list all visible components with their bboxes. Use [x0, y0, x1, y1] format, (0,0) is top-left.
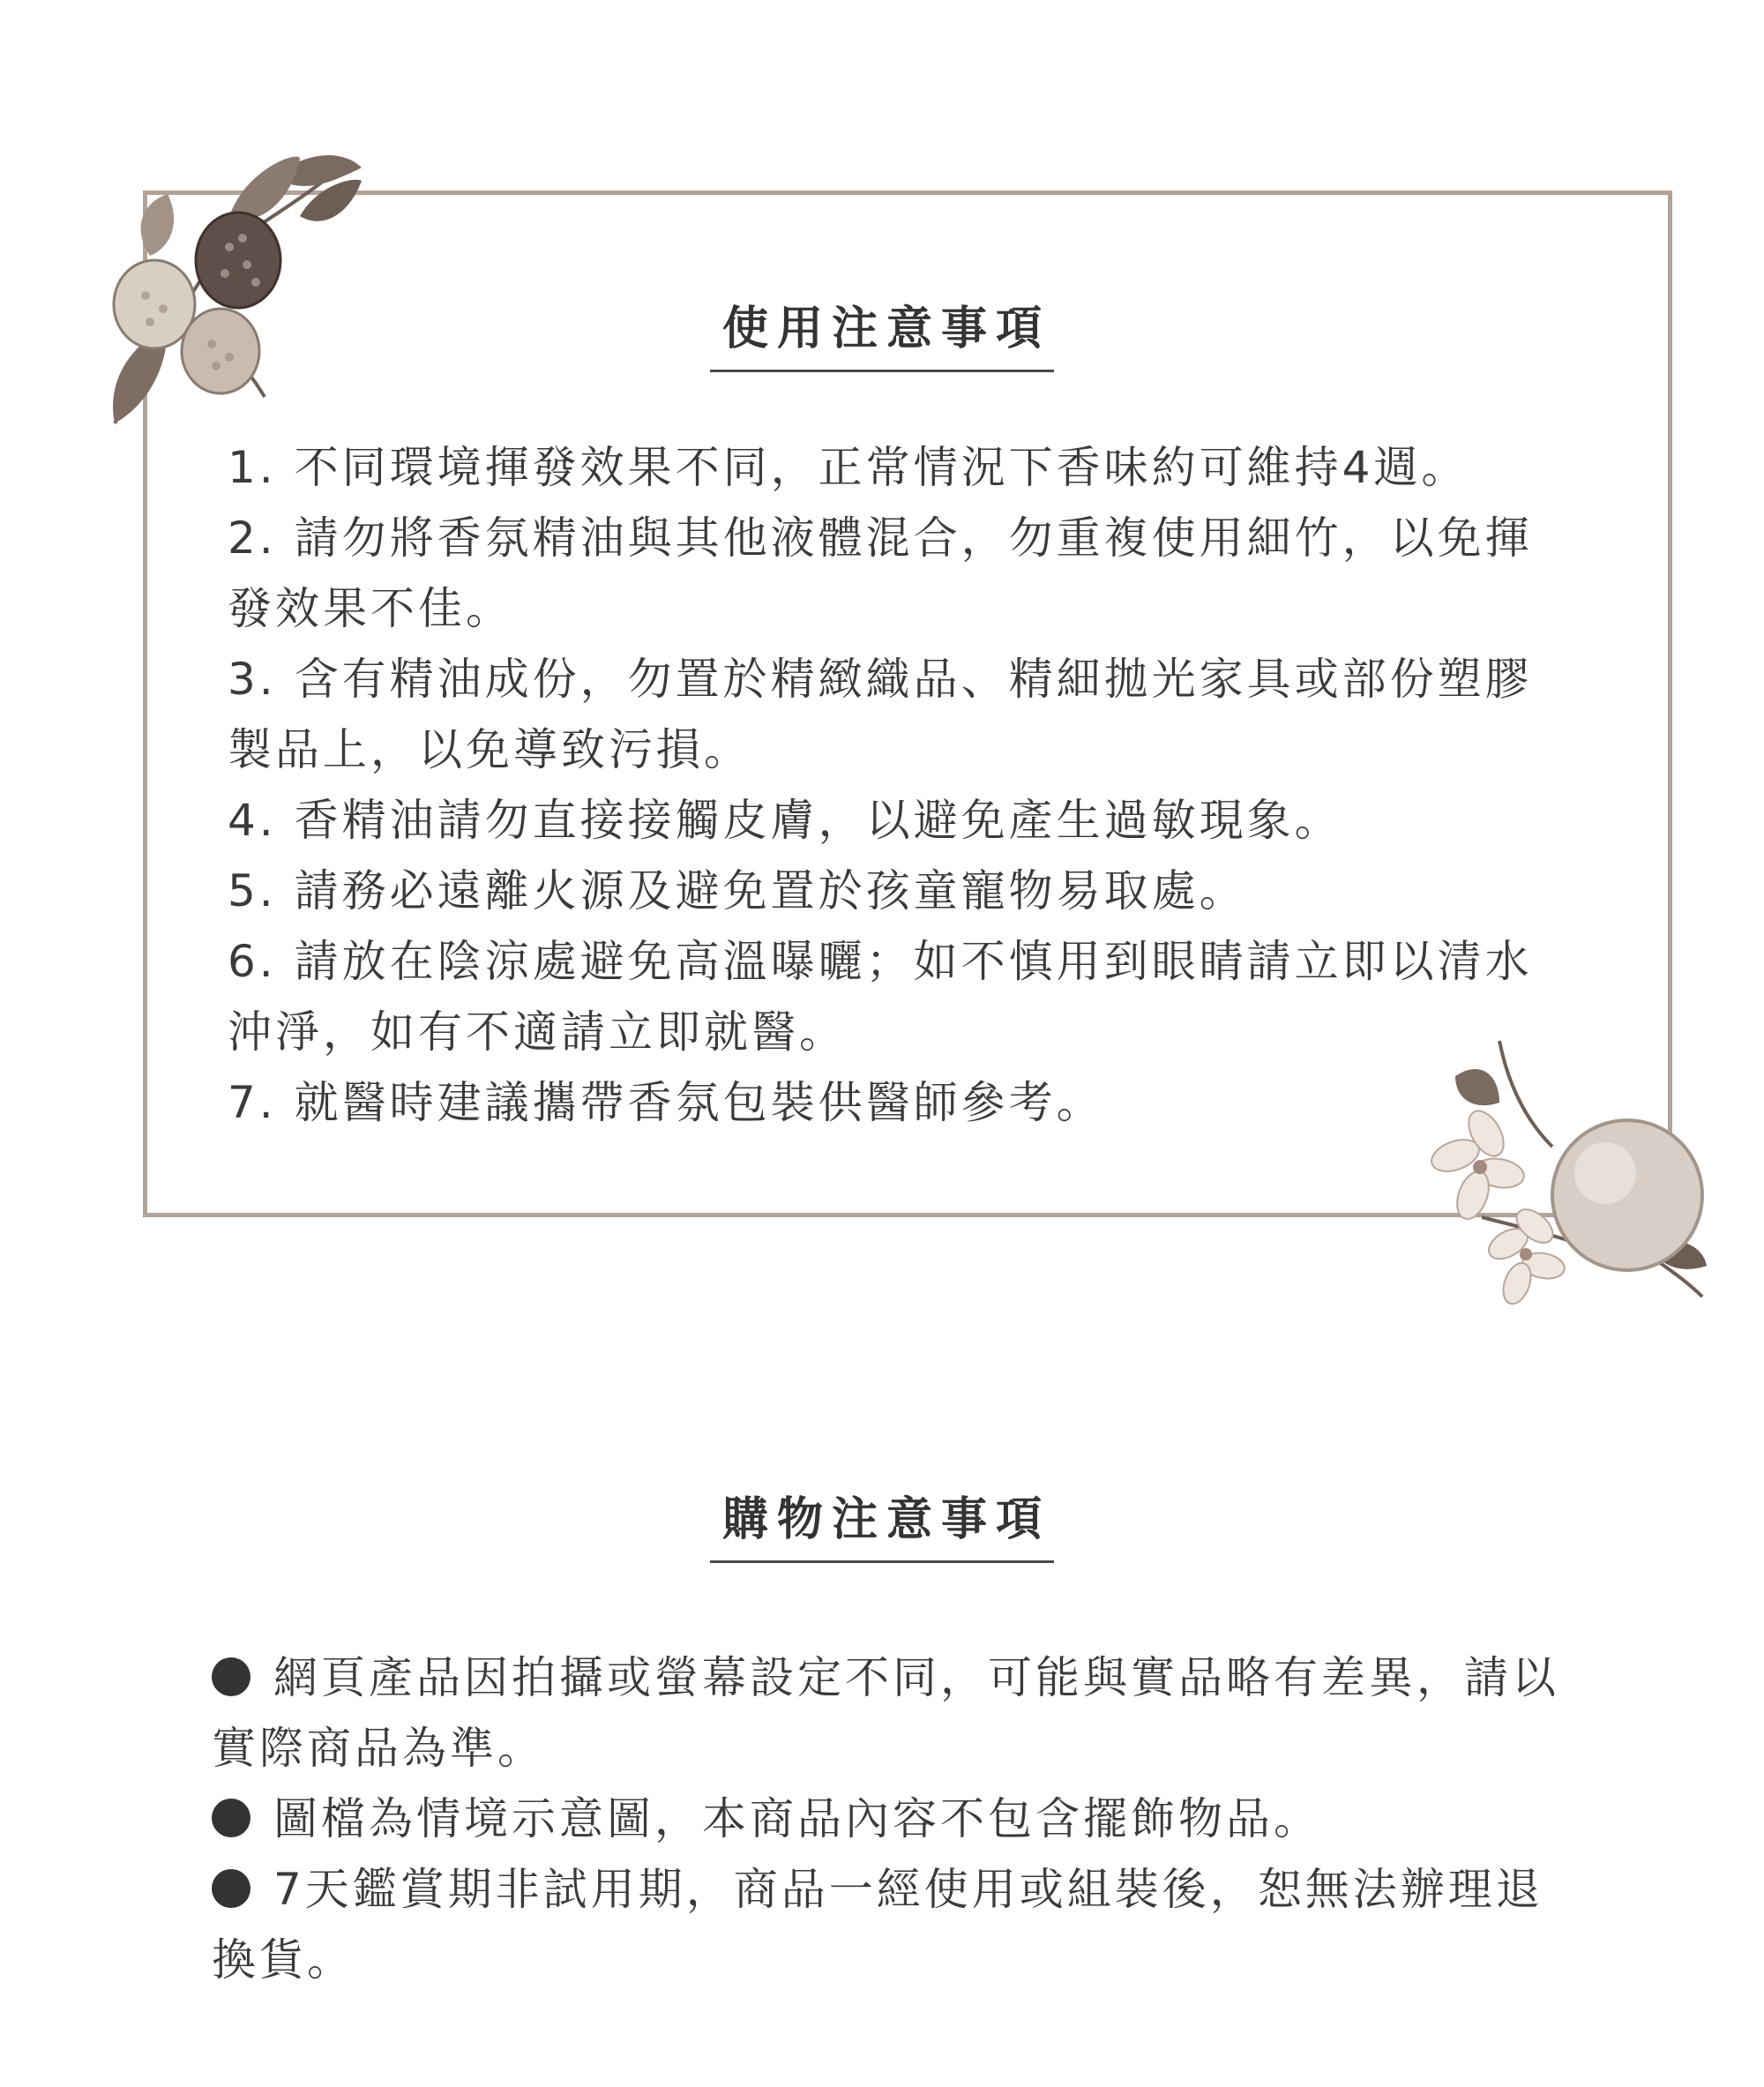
usage-item-1: 1. 不同環境揮發效果不同，正常情況下香味約可維持4週。: [228, 442, 1469, 493]
bullet-icon: [212, 1799, 250, 1837]
usage-title-text: 使用注意事項: [710, 291, 1054, 372]
shopping-list: [212, 1642, 1588, 1995]
bullet-icon: [212, 1657, 250, 1696]
shopping-item-2: [212, 1784, 1588, 1854]
usage-item-3: 3. 含有精油成份，勿置於精緻織品、精細拋光家具或部份塑膠製品上，以免導致污損。: [228, 654, 1533, 775]
usage-item-2: 2. 請勿將香氛精油與其他液體混合，勿重複使用細竹，以免揮發效果不佳。: [228, 512, 1533, 634]
usage-item-6: 6. 請放在陰涼處避免高溫曝曬；如不慎用到眼睛請立即以清水沖淨，如有不適請立即就醫。: [228, 936, 1533, 1058]
usage-item-7: 7. 就醫時建議攜帶香氛包裝供醫師參考。: [228, 1077, 1104, 1128]
shopping-title: [0, 1482, 1764, 1563]
shopping-title-text: 購物注意事項: [710, 1482, 1054, 1563]
bullet-icon: [212, 1869, 250, 1908]
shopping-item-1-text: 網頁產品因拍攝或螢幕設定不同，可能與實品略有差異，請以實際商品為準。: [212, 1652, 1559, 1774]
shopping-item-2-text: 圖檔為情境示意圖，本商品內容不包含擺飾物品。: [273, 1793, 1321, 1844]
shopping-item-3-text: 7天鑑賞期非試用期，商品一經使用或組裝後，恕無法辦理退換貨。: [212, 1864, 1544, 1986]
usage-item-4: 4. 香精油請勿直接接觸皮膚，以避免產生過敏現象。: [228, 795, 1342, 846]
usage-item-5: 5. 請務必遠離火源及避免置於孩童寵物易取處。: [228, 865, 1247, 916]
shopping-item-3: [212, 1854, 1588, 1995]
usage-list: [228, 432, 1551, 1138]
usage-title: [0, 291, 1764, 372]
shopping-item-1: [212, 1642, 1588, 1784]
